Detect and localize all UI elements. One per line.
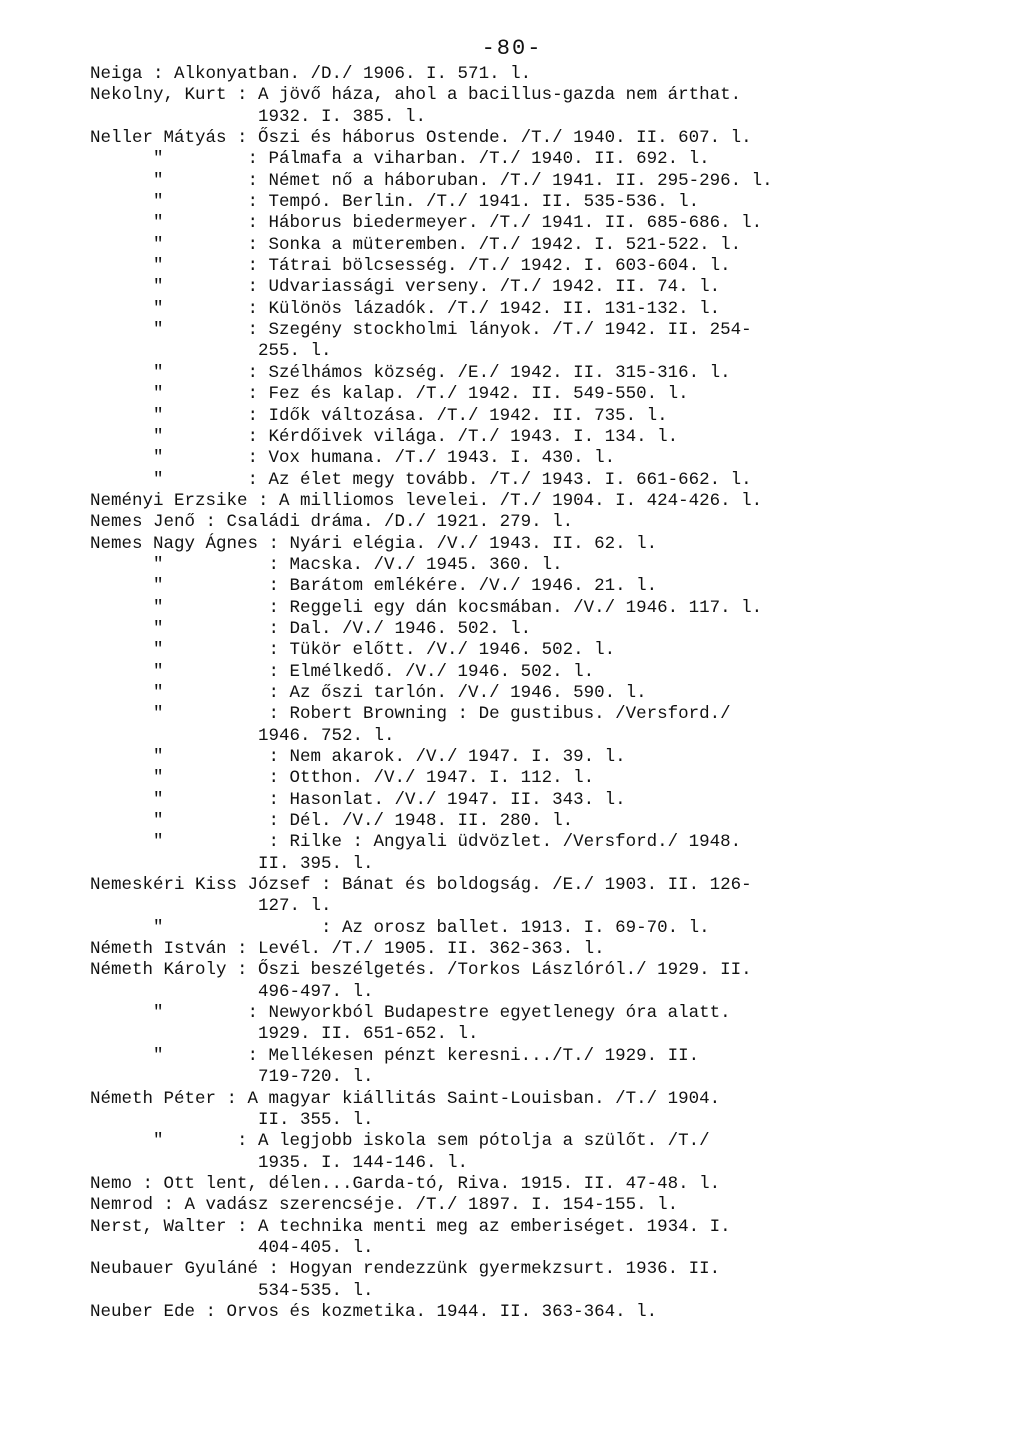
bibliography-line: " : Robert Browning : De gustibus. /Versford./ xyxy=(90,704,731,725)
bibliography-line: " : Fez és kalap. /T./ 1942. II. 549-550. l. xyxy=(90,384,689,405)
bibliography-line: II. 395. l. xyxy=(90,853,374,874)
bibliography-line: " : Német nő a háboruban. /T./ 1941. II. 295-296. l. xyxy=(90,170,773,191)
bibliography-line: Németh István : Levél. /T./ 1905. II. 362-363. l. xyxy=(90,939,605,960)
bibliography-line: " : Tükör előtt. /V./ 1946. 502. l. xyxy=(90,640,616,661)
bibliography-line: Németh Károly : Őszi beszélgetés. /Torkos Lászlóról./ 1929. II. xyxy=(90,960,752,981)
bibliography-line: 1946. 752. l. xyxy=(90,725,395,746)
bibliography-line: Neményi Erzsike : A milliomos levelei. /T./ 1904. I. 424-426. l. xyxy=(90,490,763,511)
bibliography-line: Nemrod : A vadász szerencséje. /T./ 1897. I. 154-155. l. xyxy=(90,1195,679,1216)
bibliography-line: 404-405. l. xyxy=(90,1237,374,1258)
page-number: -80- xyxy=(481,36,543,61)
bibliography-line: Neuber Ede : Orvos és kozmetika. 1944. II. 363-364. l. xyxy=(90,1301,658,1322)
bibliography-line: " : Otthon. /V./ 1947. I. 112. l. xyxy=(90,768,595,789)
bibliography-line: " : Sonka a müteremben. /T./ 1942. I. 521-522. l. xyxy=(90,234,742,255)
bibliography-line: " : Mellékesen pénzt keresni.../T./ 1929. II. xyxy=(90,1045,700,1066)
bibliography-line: " : Tempó. Berlin. /T./ 1941. II. 535-536. l. xyxy=(90,192,700,213)
bibliography-line: " : Reggeli egy dán kocsmában. /V./ 1946. 117. l. xyxy=(90,597,763,618)
bibliography-line: 1935. I. 144-146. l. xyxy=(90,1152,469,1173)
bibliography-line: " : Dél. /V./ 1948. II. 280. l. xyxy=(90,811,574,832)
bibliography-line: " : Az élet megy tovább. /T./ 1943. I. 661-662. l. xyxy=(90,469,752,490)
bibliography-line: 534-535. l. xyxy=(90,1280,374,1301)
bibliography-line: Nemo : Ott lent, délen...Garda-tó, Riva. 1915. II. 47-48. l. xyxy=(90,1173,721,1194)
bibliography-line: Nemeskéri Kiss József : Bánat és boldogság. /E./ 1903. II. 126- xyxy=(90,875,752,896)
bibliography-line: " : Hasonlat. /V./ 1947. II. 343. l. xyxy=(90,789,626,810)
bibliography-line: 127. l. xyxy=(90,896,332,917)
bibliography-line: " : Rilke : Angyali üdvözlet. /Versford./ 1948. xyxy=(90,832,742,853)
bibliography-line: " : A legjobb iskola sem pótolja a szülőt. /T./ xyxy=(90,1131,710,1152)
bibliography-line: Németh Péter : A magyar kiállitás Saint-Louisban. /T./ 1904. xyxy=(90,1088,721,1109)
bibliography-line: " : Szegény stockholmi lányok. /T./ 1942. II. 254- xyxy=(90,320,752,341)
bibliography-line: " : Különös lázadók. /T./ 1942. II. 131-132. l. xyxy=(90,298,721,319)
bibliography-line: Neubauer Gyuláné : Hogyan rendezzünk gyermekzsurt. 1936. II. xyxy=(90,1259,721,1280)
bibliography-line: " : Pálmafa a viharban. /T./ 1940. II. 692. l. xyxy=(90,149,710,170)
bibliography-line: Nemes Nagy Ágnes : Nyári elégia. /V./ 1943. II. 62. l. xyxy=(90,533,658,554)
bibliography-line: " : Elmélkedő. /V./ 1946. 502. l. xyxy=(90,661,595,682)
bibliography-line: " : Nem akarok. /V./ 1947. I. 39. l. xyxy=(90,747,626,767)
bibliography-line: " : Kérdőivek világa. /T./ 1943. I. 134. l. xyxy=(90,426,679,447)
bibliography-line: 719-720. l. xyxy=(90,1067,374,1088)
bibliography-line: " : Dal. /V./ 1946. 502. l. xyxy=(90,618,532,639)
bibliography-line: " : Tátrai bölcsesség. /T./ 1942. I. 603-604. l. xyxy=(90,256,731,277)
bibliography-line: " : Idők változása. /T./ 1942. II. 735. l. xyxy=(90,405,668,426)
bibliography-line: Nekolny, Kurt : A jövő háza, ahol a bacillus-gazda nem árthat. xyxy=(90,85,742,106)
bibliography-line: 1929. II. 651-652. l. xyxy=(90,1024,479,1045)
bibliography-line: 496-497. l. xyxy=(90,981,374,1002)
bibliography-line: Neller Mátyás : Őszi és háborus Ostende. /T./ 1940. II. 607. l. xyxy=(90,128,752,149)
bibliography-line: " : Newyorkból Budapestre egyetlenegy óra alatt. xyxy=(90,1003,731,1024)
bibliography-line: II. 355. l. xyxy=(90,1109,374,1130)
bibliography-line: " : Szélhámos község. /E./ 1942. II. 315-316. l. xyxy=(90,362,731,383)
bibliography-line: " : Az őszi tarlón. /V./ 1946. 590. l. xyxy=(90,682,647,703)
bibliography-line: Nerst, Walter : A technika menti meg az emberiséget. 1934. I. xyxy=(90,1216,731,1237)
bibliography-line: 255. l. xyxy=(90,341,332,362)
bibliography-line: " : Macska. /V./ 1945. 360. l. xyxy=(90,554,563,575)
bibliography-line: " : Udvariassági verseny. /T./ 1942. II. 74. l. xyxy=(90,277,721,298)
bibliography-line: Nemes Jenő : Családi dráma. /D./ 1921. 279. l. xyxy=(90,512,574,533)
bibliography-line: " : Barátom emlékére. /V./ 1946. 21. l. xyxy=(90,576,658,597)
bibliography-list xyxy=(90,64,990,1323)
bibliography-line: " : Háborus biedermeyer. /T./ 1941. II. 685-686. l. xyxy=(90,213,763,234)
bibliography-line: Neiga : Alkonyatban. /D./ 1906. I. 571. l. xyxy=(90,64,532,84)
bibliography-line: " : Vox humana. /T./ 1943. I. 430. l. xyxy=(90,448,616,469)
bibliography-line: " : Az orosz ballet. 1913. I. 69-70. l. xyxy=(90,917,710,938)
bibliography-line: 1932. I. 385. l. xyxy=(90,106,427,127)
